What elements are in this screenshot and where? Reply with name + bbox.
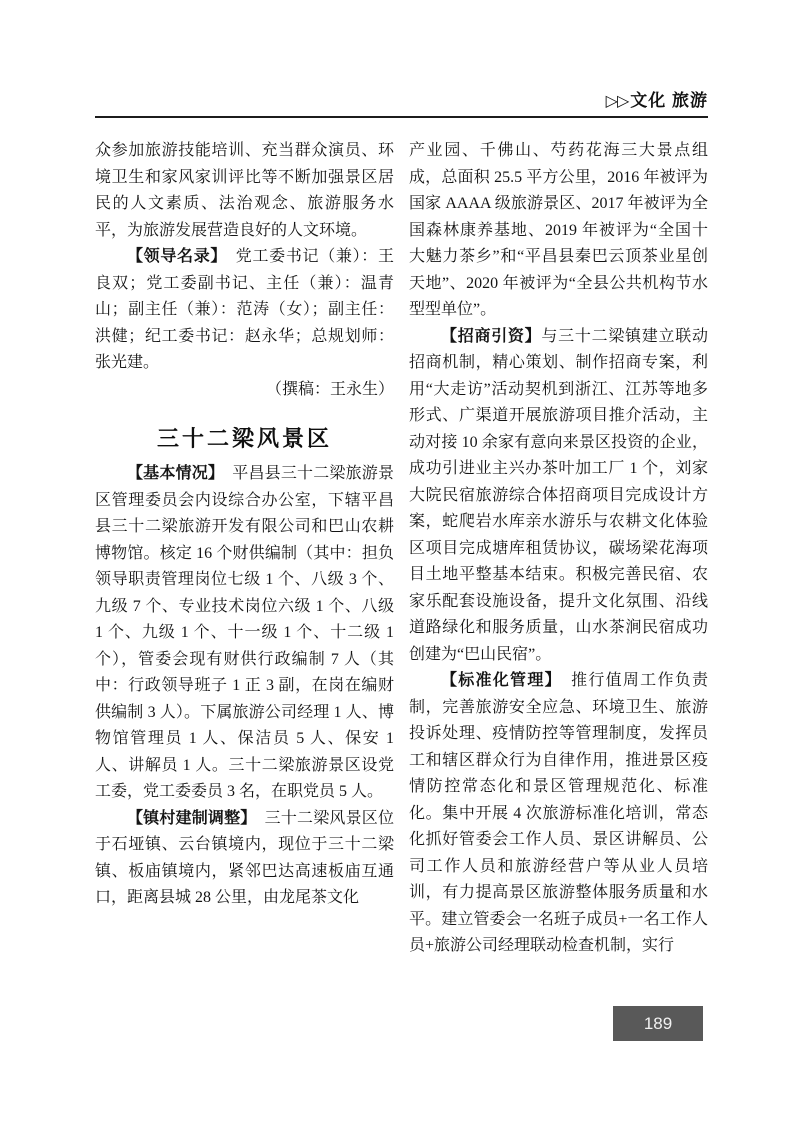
page-number-badge: 189 xyxy=(613,1006,703,1041)
running-head-title: 文化 旅游 xyxy=(630,91,708,110)
entry-paragraph-basic-info xyxy=(95,461,394,806)
entry-label: 【镇村建制调整】 xyxy=(127,809,249,827)
paragraph-continuation: 众参加旅游技能培训、充当群众演员、环境卫生和家风家训评比等不断加强景区居民的人文素质、法治观念、旅游服务水平，为旅游发展营造良好的人文环境。 xyxy=(95,142,394,239)
entry-label: 【基本情况】 xyxy=(127,465,217,482)
paragraph-continuation: 产业园、千佛山、芍药花海三大景点组成，总面积 25.5 平方公里，2016 年被评为国家 AAAA 级旅游景区、2017 年被评为全国森林康养基地、2019 年被评为“全国十大魅力茶乡”和“平昌县秦巴云顶茶业星创天地”、2020 年被评为“全县公共机构节水型型单位”。 xyxy=(409,142,708,318)
entry-paragraph-standardization xyxy=(409,668,708,960)
entry-text: 党工委书记（兼）：王良双；党工委副书记、主任（兼）：温青山；副主任（兼）：范涛（女）；副主任：洪健；纪工委书记：赵永华；总规划师：张光建。 xyxy=(95,248,394,371)
entry-text: 与三十二梁镇建立联动招商机制，精心策划、制作招商专案，利用“大走访”活动契机到浙江、江苏等地多形式、广渠道开展旅游项目推介活动，主动对接 10 余家有意向来景区投资的企业，成功引进业主兴办茶叶加工厂 1 个，刘家大院民宿旅游综合体招商项目完成设计方案，蛇爬岩水库亲水游乐与农耕文化体验区项目完成塘库租赁协议，碳场梁花海项目土地平整基本结束。积极完善民宿、农家乐配套设施设备，提升文化氛围、沿线道路绿化和服务质量，山水茶涧民宿成功创建为“巴山民宿”。 xyxy=(409,327,708,663)
entry-paragraph-town-adjustment xyxy=(95,806,394,912)
left-column xyxy=(95,138,394,960)
page-header xyxy=(95,90,708,118)
section-marker-icon: ▷▷ xyxy=(605,93,629,110)
article-body xyxy=(95,138,708,960)
section-heading: 三十二梁风景区 xyxy=(156,426,332,451)
entry-label: 【招商引资】 xyxy=(441,327,542,345)
entry-label: 【领导名录】 xyxy=(127,248,220,265)
entry-text: 推行值周工作负责制，完善旅游安全应急、环境卫生、旅游投诉处理、疫情防控等管理制度，发挥员工和辖区群众行为自律作用，推进景区疫情防控常态化和景区管理规范化、标准化。集中开展 4 次旅游标准化培训，常态化抓好管委会工作人员、景区讲解员、公司工作人员和旅游经营户等从业人员培训，有力提高景区旅游整体服务质量和水平。建立管委会一名班子成员+一名工作人员+旅游公司经理联动检查机制，实行 xyxy=(409,672,708,954)
running-head xyxy=(95,90,708,112)
entry-label: 【标准化管理】 xyxy=(441,672,554,689)
right-column xyxy=(409,138,708,960)
entry-paragraph-investment xyxy=(409,324,708,669)
entry-text: 三十二梁风景区位于石垭镇、云台镇境内，现位于三十二梁镇、板庙镇境内，紧邻巴达高速板庙互通口，距离县城 28 公里，由龙尾茶文化 xyxy=(95,809,394,906)
entry-paragraph-leaders xyxy=(95,244,394,377)
entry-text: 平昌县三十二梁旅游景区管理委员会内设综合办公室，下辖平昌县三十二梁旅游开发有限公司和巴山农耕博物馆。核定 16 个财供编制（其中：担负领导职责管理岗位七级 1 个、八级 3 个、九级 7 个、专业技术岗位六级 1 个、八级 1 个、九级 1 个、十一级 1 个、十二级 1 个），管委会现有财供行政编制 7 人（其中：行政领导班子 1 正 3 副，在岗在编财供编制 3 人）。下属旅游公司经理 1 人、博物馆管理员 1 人、保洁员 5 人、保安 1 人、讲解员 1 人。三十二梁旅游景区设党工委，党工委委员 3 名，在职党员 5 人。 xyxy=(95,465,394,800)
byline: （撰稿：王永生） xyxy=(265,380,394,398)
